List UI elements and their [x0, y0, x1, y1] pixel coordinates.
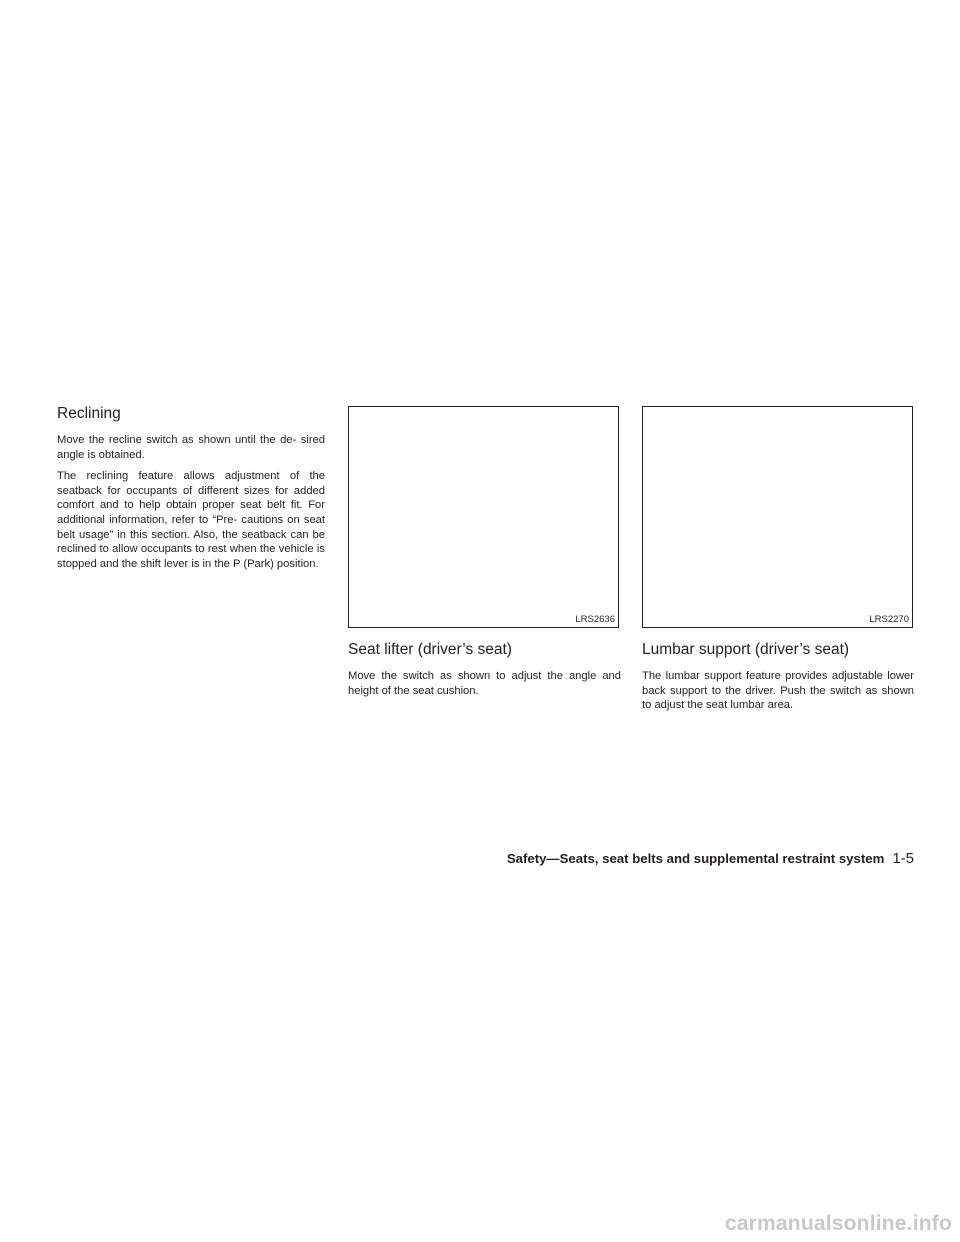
page-footer: [507, 850, 914, 870]
lumbar-support-figure: [642, 406, 913, 628]
seat-lifter-figure: [348, 406, 619, 628]
reclining-paragraph-2: The reclining feature allows adjustment of the seatback for occupants of different sizes for added comfort and to help obtain proper seat belt fit. For additional information, refer to “Pre- cautions on seat belt usage” in this section. Also, the seatback can be reclined to allow occupants to rest when the vehicle is stopped and the shift lever is in the P (Park) position.: [57, 470, 325, 570]
reclining-paragraph-1: Move the recline switch as shown until the de- sired angle is obtained.: [57, 434, 325, 461]
footer-page-number: 1-5: [892, 850, 914, 867]
seat-lifter-paragraph: Move the switch as shown to adjust the angle and height of the seat cushion.: [348, 670, 621, 697]
lumbar-support-paragraph: The lumbar support feature provides adjustable lower back support to the driver. Push the switch as shown to adjust the seat lumbar area.: [642, 670, 914, 712]
lumbar-support-figure-code: LRS2270: [869, 614, 909, 625]
watermark: carmanualsonline.info: [724, 1212, 952, 1235]
seat-lifter-section: [348, 406, 621, 705]
seat-lifter-heading: Seat lifter (driver’s seat): [348, 641, 512, 658]
lumbar-support-section: [642, 406, 914, 720]
seat-lifter-figure-code: LRS2636: [575, 614, 615, 625]
reclining-section: [57, 404, 325, 578]
reclining-heading: Reclining: [57, 405, 121, 422]
lumbar-support-heading: Lumbar support (driver’s seat): [642, 641, 850, 658]
footer-section-title: Safety—Seats, seat belts and supplemental restraint system: [506, 851, 885, 866]
